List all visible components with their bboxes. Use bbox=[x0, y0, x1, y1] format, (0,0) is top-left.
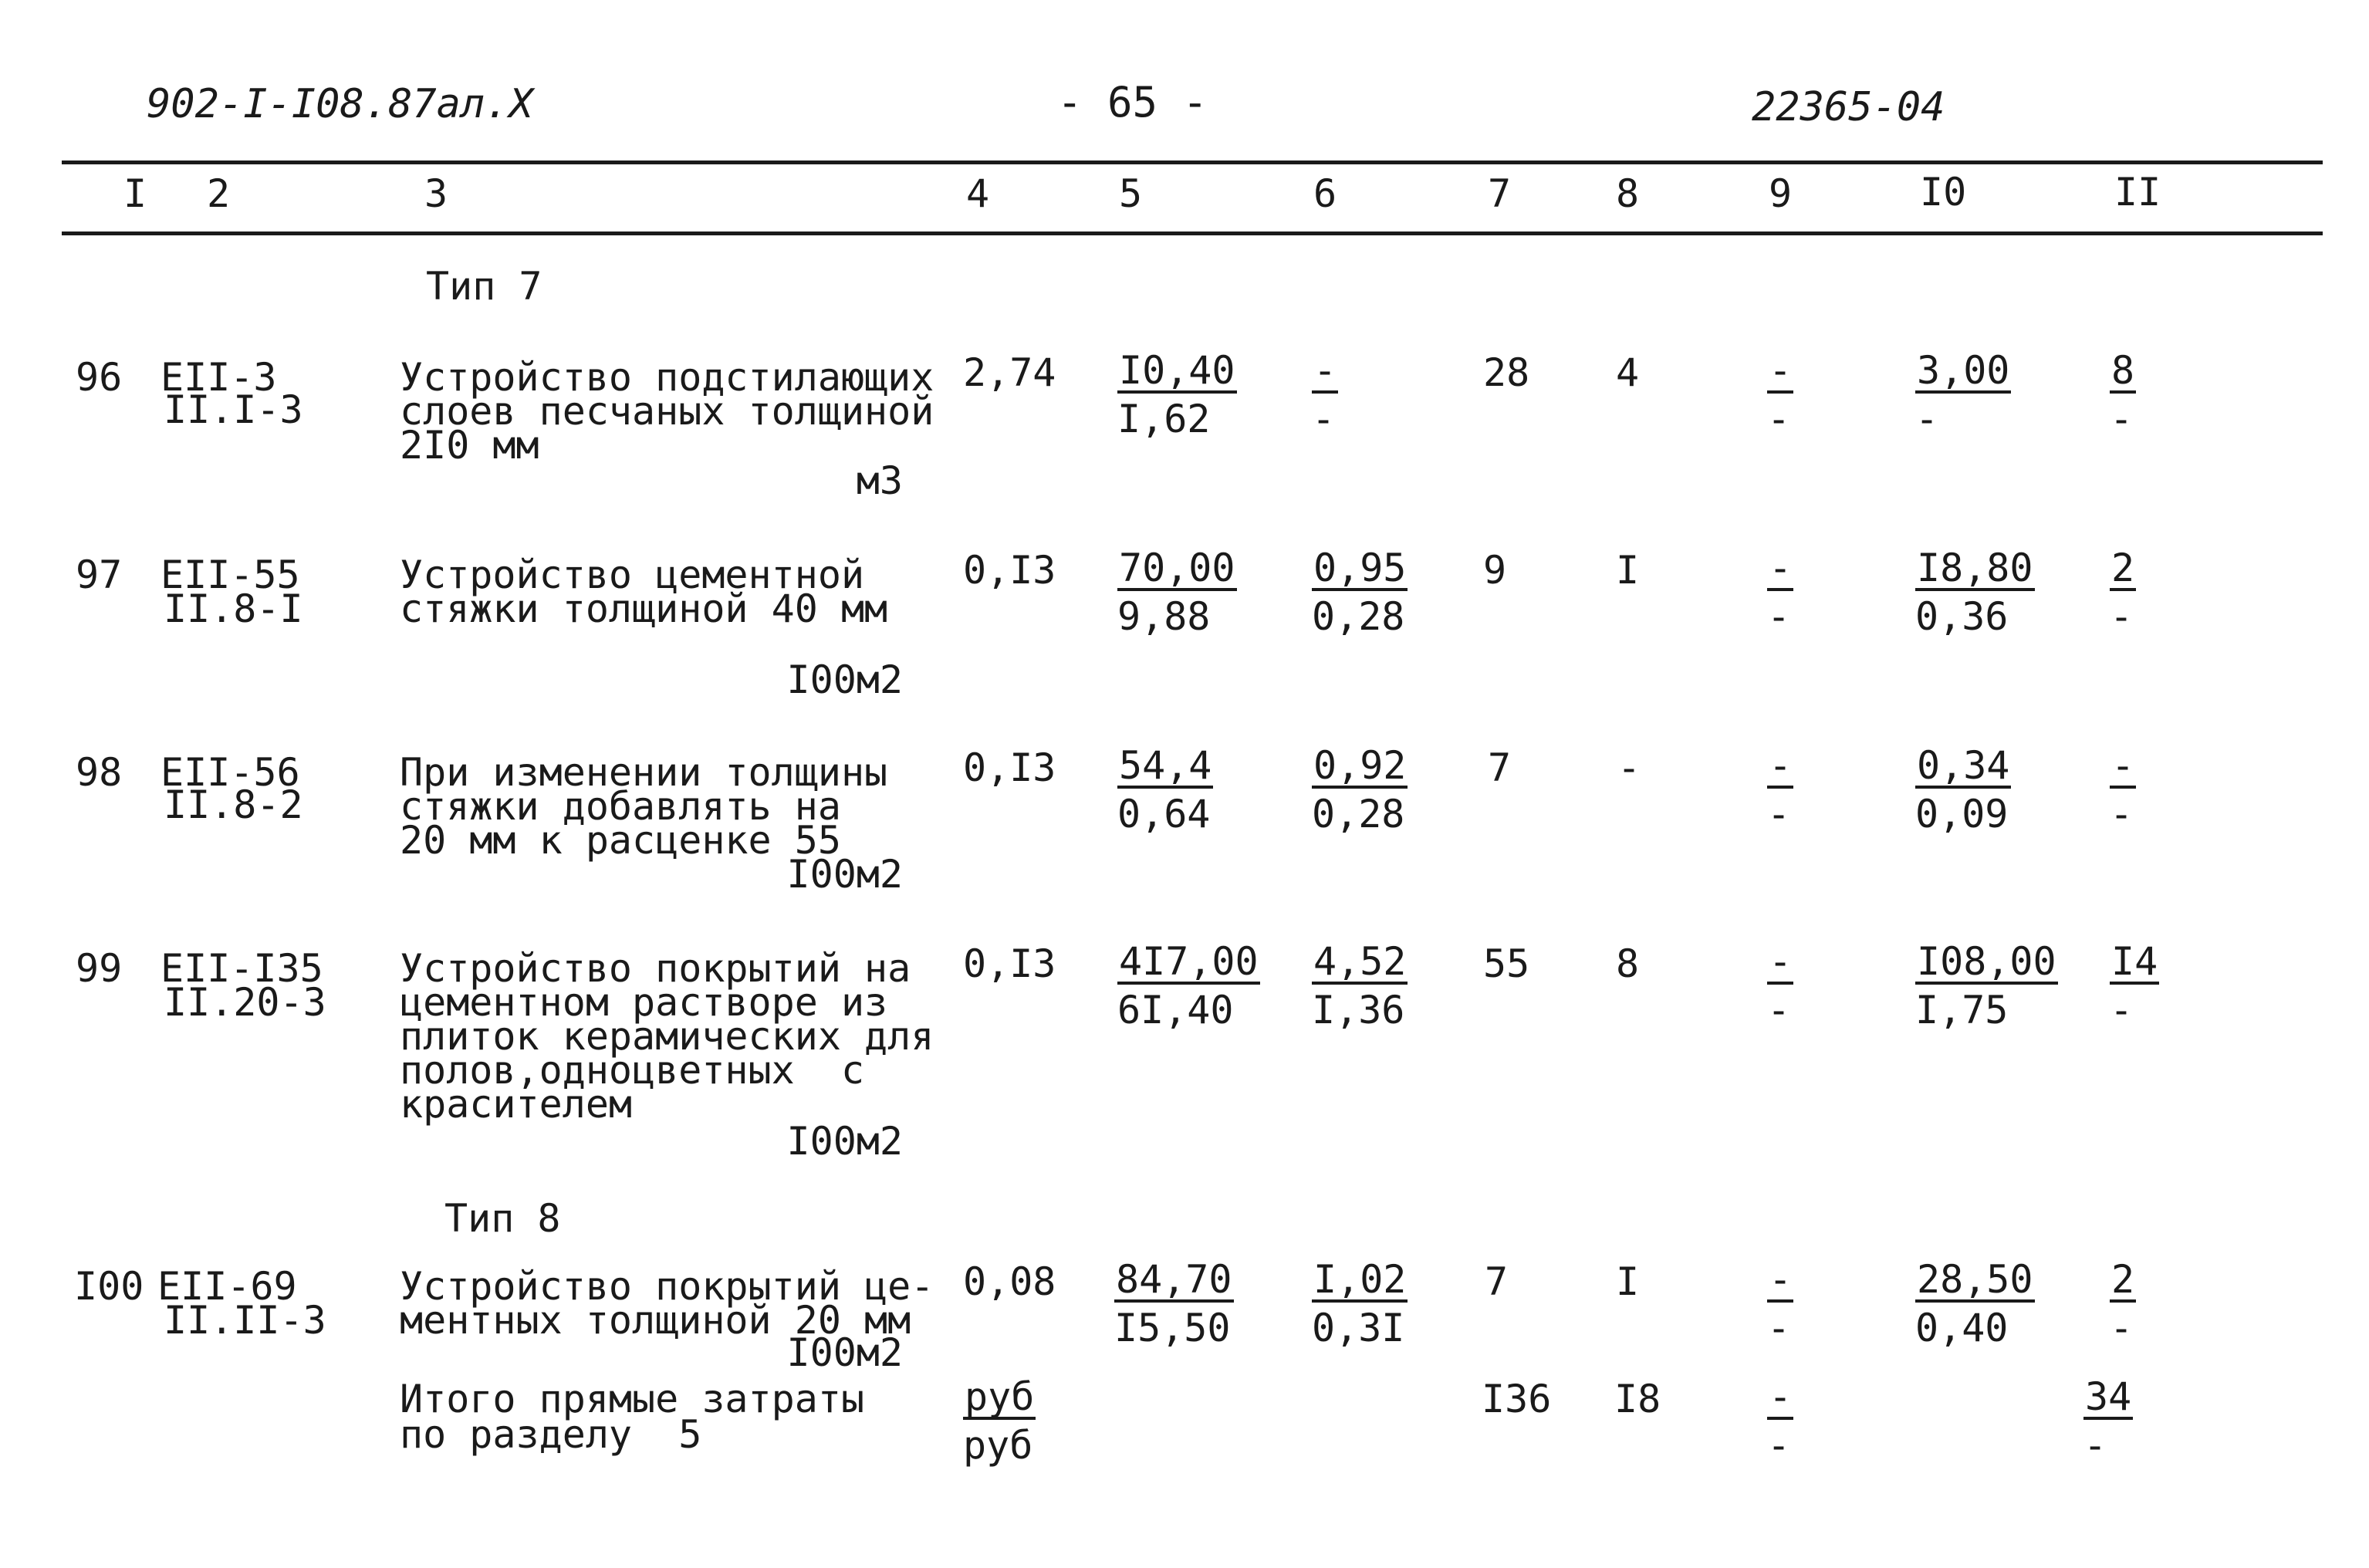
document-code: 902-I-I08.87ал.X bbox=[147, 81, 533, 127]
quantity: 0,I3 bbox=[963, 745, 1056, 790]
unit-of-measure: I00м2 bbox=[786, 1330, 903, 1375]
unit-of-measure: I00м2 bbox=[786, 852, 903, 897]
col10-bottom: 0,40 bbox=[1915, 1306, 2009, 1350]
total-col9-fraction bbox=[1767, 1374, 1793, 1468]
col11-top: 2 bbox=[2111, 1257, 2135, 1302]
col9-bottom: - bbox=[1767, 594, 1791, 639]
unit-cost-total: 84,70 bbox=[1116, 1257, 1232, 1302]
col11-bottom: - bbox=[2110, 1306, 2134, 1350]
row-number: I00 bbox=[74, 1264, 144, 1309]
unit-cost-fraction bbox=[1117, 939, 1260, 1032]
page-number: - 65 - bbox=[1057, 78, 1208, 127]
col10-top: 3,00 bbox=[1917, 348, 2010, 393]
work-description-line: ментных толщиной 20 мм bbox=[400, 1298, 911, 1343]
col9-top: - bbox=[1769, 348, 1793, 393]
col11-bottom: - bbox=[2110, 594, 2134, 639]
machine-cost: - bbox=[1313, 348, 1337, 393]
col11-bottom: - bbox=[2110, 792, 2134, 836]
col9-top: - bbox=[1769, 939, 1793, 984]
quantity: 0,I3 bbox=[963, 941, 1056, 986]
unit-cost-fraction bbox=[1117, 348, 1237, 441]
col9-bottom: - bbox=[1767, 397, 1791, 441]
col9-bottom: - bbox=[1767, 988, 1791, 1032]
column-header: 7 bbox=[1488, 171, 1512, 216]
col9-fraction bbox=[1767, 546, 1793, 639]
row-number: 98 bbox=[76, 750, 123, 795]
unit-of-measure: I00м2 bbox=[786, 1119, 903, 1164]
col10-top: I8,80 bbox=[1917, 546, 2033, 590]
col8-value: 4 bbox=[1616, 350, 1640, 395]
col10-fraction bbox=[1915, 743, 2011, 836]
unit-of-measure: I00м2 bbox=[786, 657, 903, 702]
work-description-line: Устройство покрытий на bbox=[400, 946, 911, 991]
rate-code-secondary: II.8-2 bbox=[164, 782, 303, 827]
col9-top: - bbox=[1769, 743, 1793, 788]
col9-top: - bbox=[1769, 1257, 1793, 1302]
col10-fraction bbox=[1915, 348, 2011, 441]
work-description-line: 20 мм к расценке 55 bbox=[400, 818, 841, 863]
column-header: 2 bbox=[207, 171, 231, 216]
col10-bottom: 0,36 bbox=[1915, 594, 2009, 639]
col11-fraction bbox=[2110, 348, 2136, 441]
col7-value: 55 bbox=[1483, 941, 1530, 986]
col8-value: - bbox=[1617, 745, 1641, 790]
work-description-line: плиток керамических для bbox=[400, 1014, 934, 1059]
work-description-line: полов,одноцветных с bbox=[400, 1048, 865, 1093]
machine-wages: 0,28 bbox=[1312, 594, 1405, 639]
col10-fraction bbox=[1915, 546, 2035, 639]
machine-cost: I,02 bbox=[1313, 1257, 1407, 1302]
quantity: 0,08 bbox=[963, 1259, 1056, 1304]
machine-cost-fraction bbox=[1312, 1257, 1408, 1350]
machine-cost-fraction bbox=[1312, 348, 1338, 441]
rate-code-secondary: II.8-I bbox=[164, 586, 303, 631]
rate-code-secondary: II.II-3 bbox=[164, 1298, 326, 1343]
row-number: 97 bbox=[76, 553, 123, 597]
col10-fraction bbox=[1915, 939, 2058, 1032]
total-col7: I36 bbox=[1482, 1377, 1552, 1421]
work-description-line: 2I0 мм bbox=[400, 423, 539, 468]
total-label-line: по разделу 5 bbox=[400, 1412, 702, 1457]
currency-top: руб bbox=[965, 1374, 1035, 1419]
column-header: II bbox=[2114, 170, 2161, 215]
machine-cost: 4,52 bbox=[1313, 939, 1407, 984]
unit-cost-total: 4I7,00 bbox=[1119, 939, 1259, 984]
work-description-line: Устройство покрытий це- bbox=[400, 1264, 934, 1309]
row-number: 99 bbox=[76, 946, 123, 991]
col9-fraction bbox=[1767, 1257, 1793, 1350]
work-description-line: При изменении толщины bbox=[400, 750, 888, 795]
total-col11-top: 34 bbox=[2085, 1374, 2132, 1419]
total-col11-fraction bbox=[2083, 1374, 2133, 1468]
col11-top: - bbox=[2111, 743, 2135, 788]
unit-cost-wages: 6I,40 bbox=[1117, 988, 1234, 1032]
work-description-line: стяжки толщиной 40 мм bbox=[400, 586, 888, 631]
col11-fraction bbox=[2110, 743, 2136, 836]
unit-cost-fraction bbox=[1114, 1257, 1234, 1350]
column-header: 6 bbox=[1313, 171, 1337, 216]
work-description-line: стяжки добавлять на bbox=[400, 784, 841, 829]
col10-bottom: 0,09 bbox=[1915, 792, 2009, 836]
col10-bottom: - bbox=[1915, 397, 1939, 441]
currency-bottom: руб bbox=[963, 1423, 1033, 1468]
col9-top: - bbox=[1769, 546, 1793, 590]
col10-top: 0,34 bbox=[1917, 743, 2010, 788]
column-header: 8 bbox=[1616, 171, 1640, 216]
col9-fraction bbox=[1767, 348, 1793, 441]
section-heading: Тип 7 bbox=[426, 264, 542, 309]
machine-cost-fraction bbox=[1312, 939, 1408, 1032]
unit-cost-total: 54,4 bbox=[1119, 743, 1212, 788]
work-description-line: Устройство цементной bbox=[400, 553, 865, 597]
unit-of-measure: м3 bbox=[856, 458, 903, 503]
col11-top: 8 bbox=[2111, 348, 2135, 393]
col10-top: 28,50 bbox=[1917, 1257, 2033, 1302]
machine-cost: 0,92 bbox=[1313, 743, 1407, 788]
rate-code: EII-69 bbox=[157, 1264, 297, 1309]
machine-wages: 0,3I bbox=[1312, 1306, 1405, 1350]
col11-fraction bbox=[2110, 939, 2159, 1032]
unit-cost-fraction bbox=[1117, 743, 1213, 836]
total-col11-bottom: - bbox=[2083, 1423, 2107, 1468]
rate-code: EII-I35 bbox=[161, 946, 323, 991]
machine-cost-fraction bbox=[1312, 743, 1408, 836]
column-header: I0 bbox=[1920, 170, 1967, 215]
rate-code: EII-56 bbox=[161, 750, 300, 795]
currency-fraction bbox=[963, 1374, 1036, 1468]
quantity: 2,74 bbox=[963, 350, 1056, 395]
col8-value: I bbox=[1616, 548, 1640, 593]
col9-fraction bbox=[1767, 743, 1793, 836]
work-description-line: красителем bbox=[400, 1082, 633, 1127]
col11-top: I4 bbox=[2111, 939, 2158, 984]
work-description-line: слоев песчаных толщиной bbox=[400, 389, 934, 434]
col10-top: I08,00 bbox=[1917, 939, 2056, 984]
column-header: 5 bbox=[1119, 171, 1143, 216]
col8-value: I bbox=[1616, 1259, 1640, 1304]
column-header: 9 bbox=[1769, 171, 1793, 216]
quantity: 0,I3 bbox=[963, 548, 1056, 593]
unit-cost-wages: 0,64 bbox=[1117, 792, 1211, 836]
col7-value: 9 bbox=[1483, 548, 1507, 593]
col11-bottom: - bbox=[2110, 988, 2134, 1032]
rate-code: EII-55 bbox=[161, 553, 300, 597]
unit-cost-total: 70,00 bbox=[1119, 546, 1235, 590]
col11-fraction bbox=[2110, 546, 2136, 639]
unit-cost-wages: 9,88 bbox=[1117, 594, 1211, 639]
col7-value: 28 bbox=[1483, 350, 1530, 395]
total-col8: I8 bbox=[1614, 1377, 1661, 1421]
total-col9-bottom: - bbox=[1767, 1423, 1791, 1468]
col11-fraction bbox=[2110, 1257, 2136, 1350]
table-header-rule bbox=[62, 231, 2323, 235]
col9-fraction bbox=[1767, 939, 1793, 1032]
total-col9-top: - bbox=[1769, 1374, 1793, 1419]
col11-bottom: - bbox=[2110, 397, 2134, 441]
machine-cost: 0,95 bbox=[1313, 546, 1407, 590]
total-label-line: Итого прямые затраты bbox=[400, 1377, 865, 1421]
col9-bottom: - bbox=[1767, 1306, 1791, 1350]
unit-cost-fraction bbox=[1117, 546, 1237, 639]
column-header: 3 bbox=[424, 171, 448, 216]
unit-cost-wages: I,62 bbox=[1117, 397, 1211, 441]
col7-value: 7 bbox=[1485, 1259, 1509, 1304]
section-heading: Тип 8 bbox=[444, 1196, 561, 1241]
unit-cost-total: I0,40 bbox=[1119, 348, 1235, 393]
work-description-line: Устройство подстилающих bbox=[400, 355, 934, 400]
col11-top: 2 bbox=[2111, 546, 2135, 590]
col9-bottom: - bbox=[1767, 792, 1791, 836]
col7-value: 7 bbox=[1488, 745, 1512, 790]
col10-fraction bbox=[1915, 1257, 2035, 1350]
machine-wages: 0,28 bbox=[1312, 792, 1405, 836]
table-top-rule bbox=[62, 161, 2323, 164]
work-description-line: цементном растворе из bbox=[400, 980, 888, 1025]
col8-value: 8 bbox=[1616, 941, 1640, 986]
col10-bottom: I,75 bbox=[1915, 988, 2009, 1032]
rate-code-secondary: II.I-3 bbox=[164, 387, 303, 432]
machine-wages: I,36 bbox=[1312, 988, 1405, 1032]
machine-wages: - bbox=[1312, 397, 1336, 441]
rate-code: EII-3 bbox=[161, 355, 277, 400]
column-header: 4 bbox=[966, 171, 990, 216]
unit-cost-wages: I5,50 bbox=[1114, 1306, 1231, 1350]
rate-code-secondary: II.20-3 bbox=[164, 980, 326, 1025]
column-header: I bbox=[123, 171, 147, 216]
document-number: 22365-04 bbox=[1752, 84, 1945, 130]
machine-cost-fraction bbox=[1312, 546, 1408, 639]
row-number: 96 bbox=[76, 355, 123, 400]
